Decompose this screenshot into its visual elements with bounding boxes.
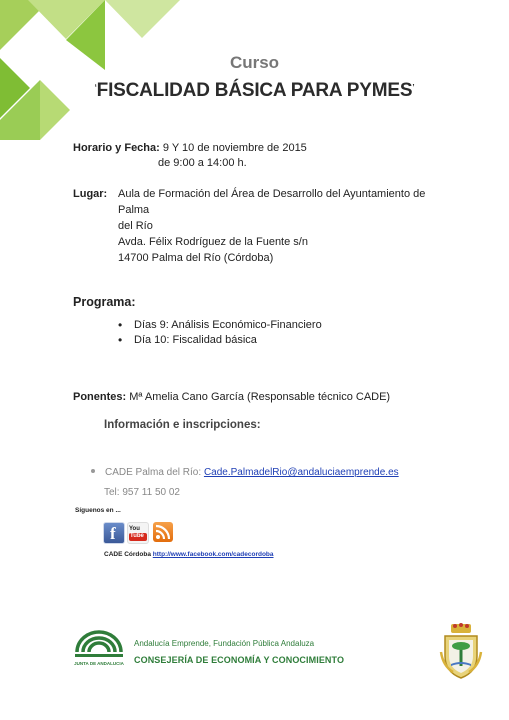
- facebook-icon-glyph: f: [110, 524, 116, 543]
- course-title-text: FISCALIDAD BÁSICA PARA PYMES: [96, 80, 413, 101]
- cade-phone: Tel: 957 11 50 02: [104, 487, 180, 498]
- schedule-dates: 9 Y 10 de noviembre de 2015: [162, 142, 307, 154]
- cade-email-link[interactable]: Cade.PalmadelRio@andaluciaemprende.es: [203, 467, 399, 478]
- schedule-hours: de 9:00 a 14:00 h.: [158, 157, 247, 169]
- place-line-1: Aula de Formación del Área de Desarrollo del Ayuntamiento de Palma: [118, 188, 426, 216]
- schedule-line: [73, 140, 307, 156]
- speakers-value: Mª Amelia Cano García (Responsable técnico CADE): [129, 391, 391, 403]
- youtube-icon[interactable]: [127, 522, 149, 544]
- youtube-icon-tube: Tube: [130, 533, 144, 539]
- cordoba-label: CADE Córdoba: [104, 551, 151, 558]
- place-line-3: Avda. Félix Rodríguez de la Fuente s/n: [118, 236, 308, 248]
- course-label: Curso: [229, 53, 280, 72]
- info-title: Información e inscripciones:: [104, 419, 261, 431]
- place-line-2: del Río: [118, 220, 153, 232]
- facebook-icon[interactable]: [103, 522, 125, 544]
- speakers-line: [73, 389, 390, 405]
- schedule-label: Horario y Fecha:: [73, 142, 160, 154]
- junta-logo-text: JUNTA DE ANDALUCIA: [74, 661, 124, 666]
- junta-andalucia-logo: [71, 626, 127, 668]
- cade-contact: [91, 467, 399, 478]
- org-line: Andalucía Emprende, Fundación Pública Andaluza: [134, 639, 315, 648]
- place-line-4: 14700 Palma del Río (Córdoba): [118, 252, 274, 264]
- program-item: • Día 10: Fiscalidad básica: [118, 333, 322, 348]
- follow-label: Síguenos en ...: [75, 507, 121, 514]
- municipal-shield-icon: [439, 622, 483, 680]
- youtube-icon-you: You: [129, 526, 140, 532]
- program-list: [118, 318, 322, 348]
- dept-line: CONSEJERÍA DE ECONOMÍA Y CONOCIMIENTO: [134, 655, 345, 665]
- cordoba-line: [104, 551, 274, 558]
- quote-open: ‘: [94, 83, 97, 92]
- place-label: Lugar:: [73, 188, 108, 200]
- rss-icon[interactable]: [153, 522, 173, 542]
- program-item: • Días 9: Análisis Económico-Financiero: [118, 318, 322, 333]
- speakers-label: Ponentes:: [73, 391, 127, 403]
- program-label: Programa:: [73, 295, 136, 309]
- quote-close: ’: [412, 83, 415, 92]
- cade-label: CADE Palma del Río:: [105, 467, 202, 478]
- place-address: [118, 186, 458, 266]
- course-title: [0, 80, 509, 102]
- bullet-dot: [91, 469, 95, 473]
- cordoba-link[interactable]: http://www.facebook.com/cadecordoba: [152, 551, 274, 558]
